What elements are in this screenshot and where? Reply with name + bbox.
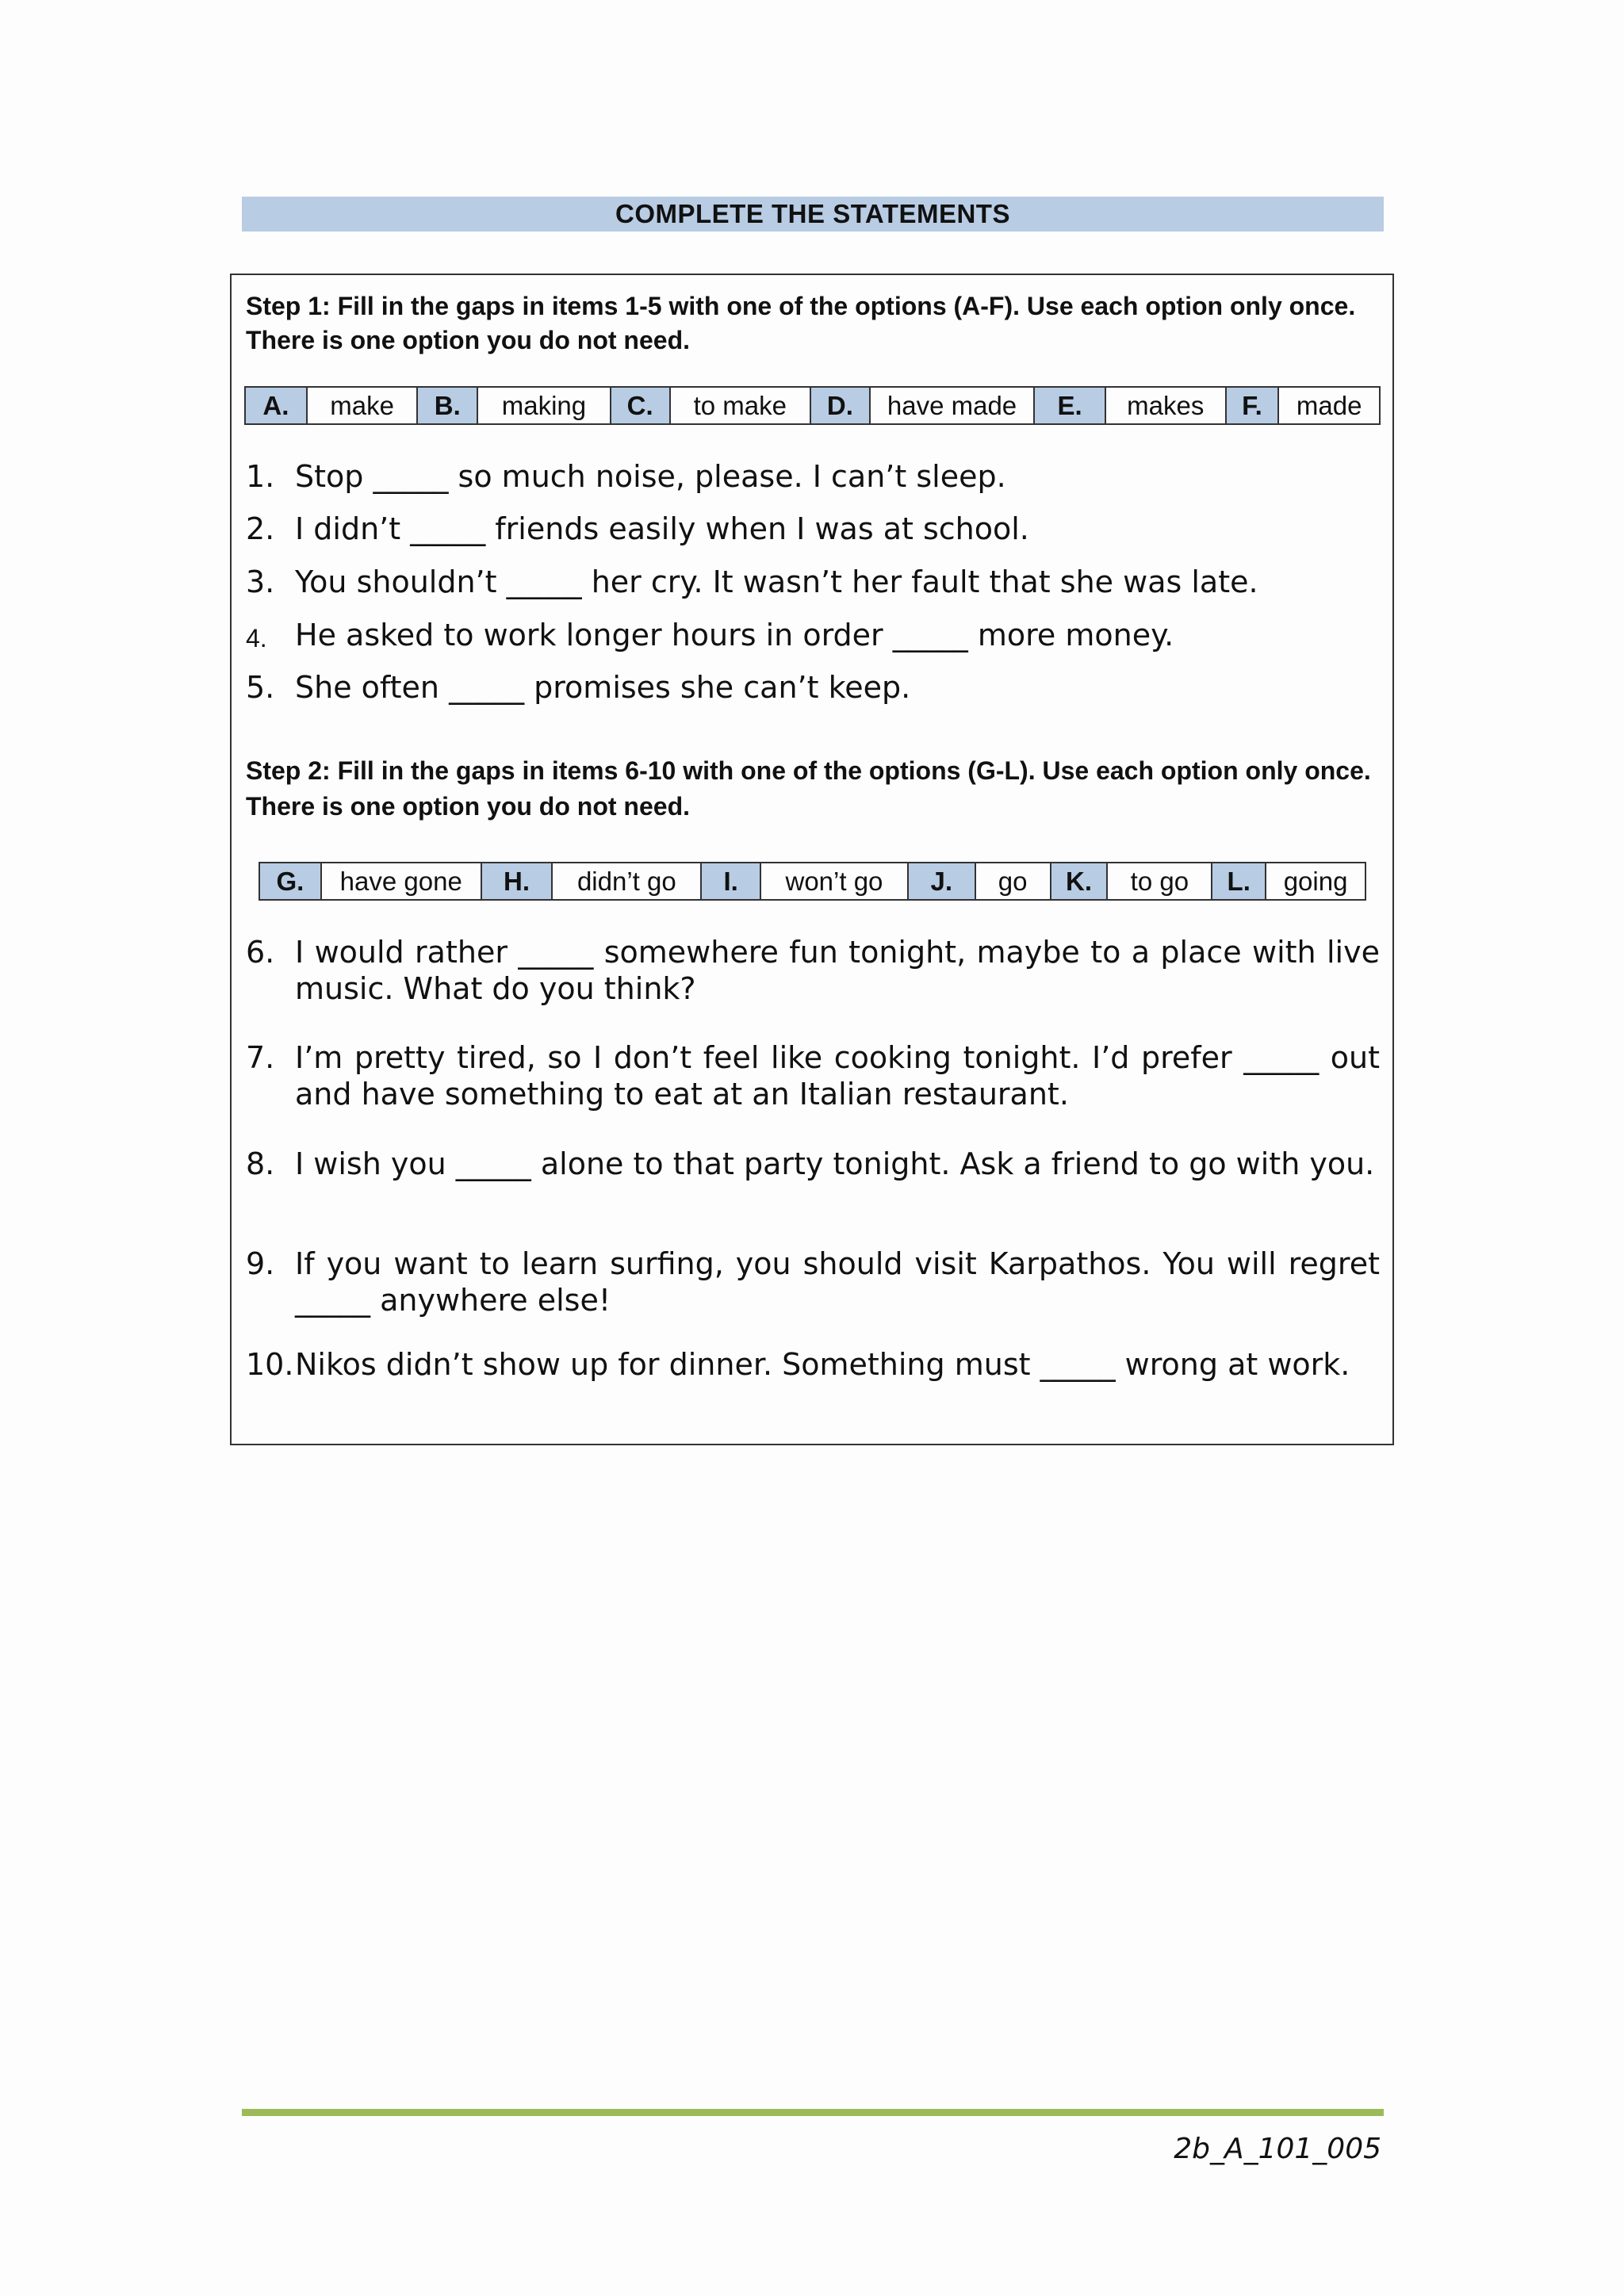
option-word: have made [871,388,1035,423]
option-letter: H. [482,863,553,899]
option-word: didn’t go [553,863,702,899]
item-text: If you want to learn surfing, you should visit Karpathos. You will regret _____ anywhere else! [295,1246,1380,1318]
item-text: He asked to work longer hours in order _____ more money. [295,618,1174,652]
item-text: I’m pretty tired, so I don’t feel like cooking tonight. I’d prefer _____ out and have something to eat at an Italian restaurant. [295,1040,1380,1112]
option-letter: J. [909,863,976,899]
option-letter: L. [1212,863,1266,899]
option-letter: F. [1227,388,1280,423]
option-word: have gone [322,863,482,899]
option-letter: G. [260,863,322,899]
step2-instruction: Step 2: Fill in the gaps in items 6-10 with one of the options (G-L). Use each option only once. There is one option you do not need. [246,756,1371,821]
item-number: 5. [246,670,275,705]
option-word: make [308,388,419,423]
option-letter: I. [702,863,761,899]
option-letter: E. [1035,388,1106,423]
list-item [246,934,1380,1007]
list-item [246,511,1380,547]
option-letter: K. [1051,863,1109,899]
option-word: made [1296,390,1362,420]
option-word: to go [1108,863,1212,899]
item-number: 9. [246,1246,275,1281]
item-text: I wish you _____ alone to that party tonight. Ask a friend to go with you. [295,1146,1375,1181]
option-letter: D. [811,388,871,423]
step1-options-table [244,386,1381,425]
list-item [246,564,1380,600]
option-letter: B. [418,388,478,423]
item-text: I didn’t _____ friends easily when I was at school. [295,511,1029,546]
list-item [246,1346,1380,1383]
list-item [246,458,1380,495]
list-item [246,1146,1380,1182]
item-number: 6. [246,935,275,970]
step1-instruction: Step 1: Fill in the gaps in items 1-5 with one of the options (A-F). Use each option only once. There is one option you do not need. [246,292,1356,354]
list-item [246,1246,1380,1318]
list-item [246,669,1380,706]
document-code: 2b_A_101_005 [1174,2133,1381,2165]
footer-rule [242,2109,1384,2116]
item-text: Nikos didn’t show up for dinner. Something must _____ wrong at work. [295,1347,1350,1382]
option-word: won’t go [761,863,909,899]
item-number: 8. [246,1146,275,1181]
option-word: makes [1106,388,1227,423]
option-word: go [976,863,1051,899]
option-word: to make [671,388,812,423]
option-letter: C. [611,388,671,423]
option-letter: A. [246,388,308,423]
option-word: going [1283,866,1348,896]
item-number: 7. [246,1040,275,1075]
list-item [246,617,1380,653]
item-text: I would rather _____ somewhere fun tonight, maybe to a place with live music. What do you think? [295,935,1380,1006]
item-text: Stop _____ so much noise, please. I can’t sleep. [295,459,1006,494]
item-number: 3. [246,564,275,599]
list-item [246,1039,1380,1112]
option-word: making [478,388,611,423]
item-number: 2. [246,511,275,546]
item-text: You shouldn’t _____ her cry. It wasn’t her fault that she was late. [295,564,1258,599]
page-title: COMPLETE THE STATEMENTS [242,197,1384,232]
item-text: She often _____ promises she can’t keep. [295,670,911,705]
item-number: 1. [246,459,275,494]
step2-options-table [259,862,1366,901]
item-number: 4. [246,624,267,652]
item-number: 10. [246,1347,294,1382]
